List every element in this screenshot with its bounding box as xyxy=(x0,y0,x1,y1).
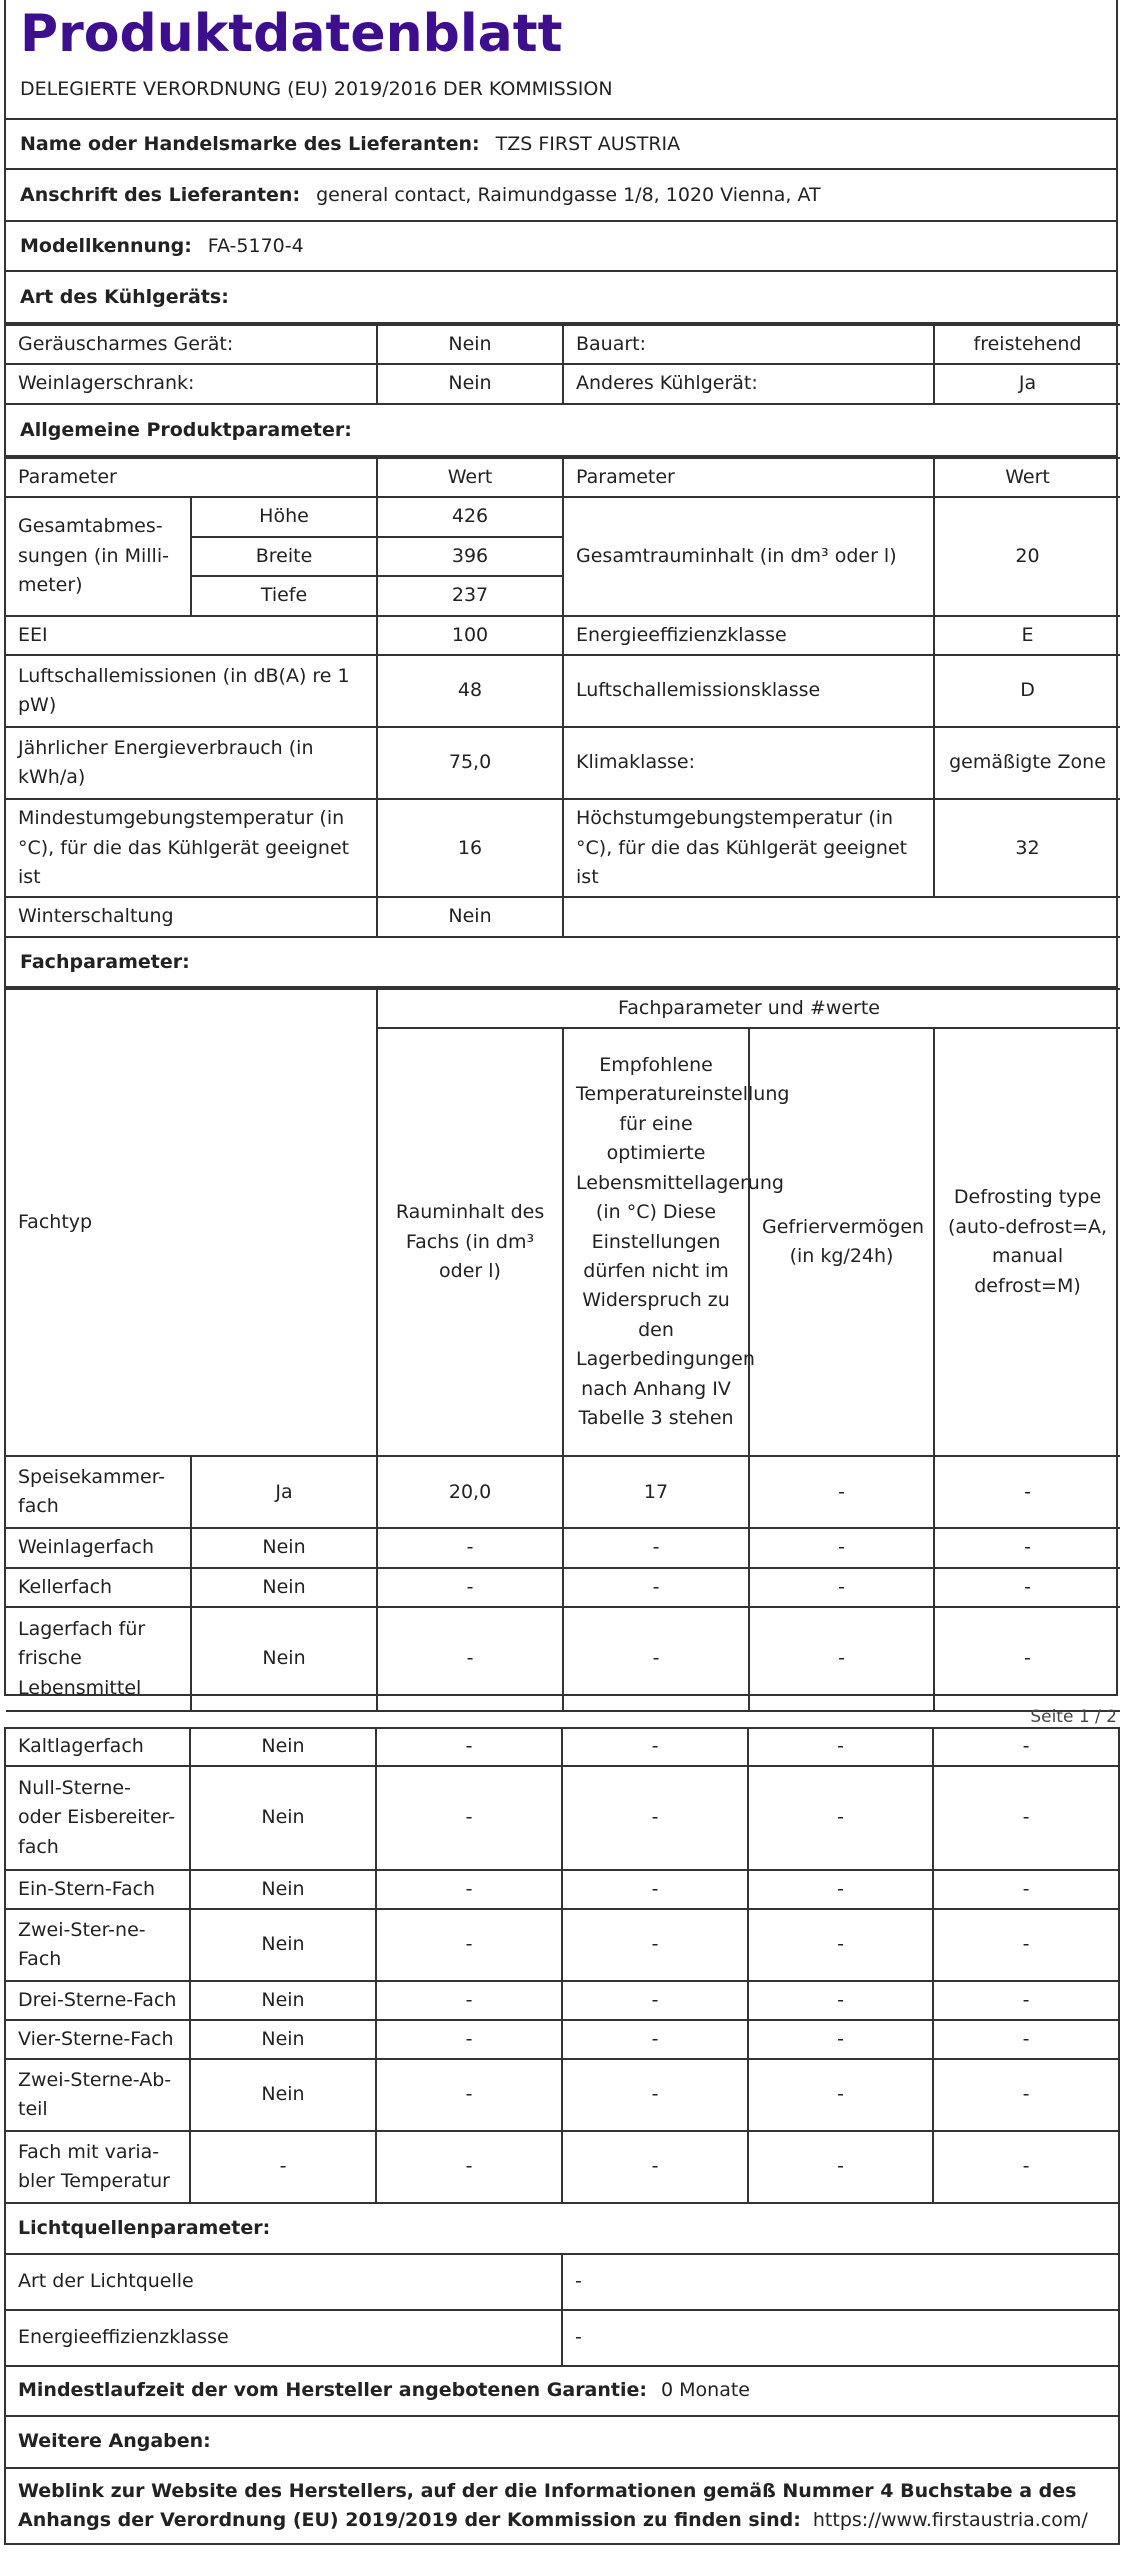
energy-class-label: Energieeffizienzklasse xyxy=(563,616,934,655)
quiet-label: Geräuscharmes Gerät: xyxy=(6,325,377,364)
type-heading: Art des Kühlgeräts: xyxy=(6,272,1116,324)
table-row: Drei-Sterne-Fach Nein - - - - xyxy=(5,1981,1119,2020)
wine-cabinet-value: Nein xyxy=(377,364,563,403)
col-parameter: Parameter xyxy=(563,458,934,497)
light-class-label: Energieeffizienzklasse xyxy=(5,2310,562,2366)
supplier-address-label: Anschrift des Lieferanten: xyxy=(20,184,301,206)
model-row xyxy=(6,222,1116,272)
max-temp-label: Höchstumgebungstemperatur (in °C), für die das Kühlgerät geeignet ist xyxy=(563,799,934,897)
weblink-value[interactable]: https://www.firstaustria.com/ xyxy=(812,2509,1088,2531)
table-row: Null-Sterne- oder Eisbereiter-fach Nein - - - - xyxy=(5,1766,1119,1870)
light-type-label: Art der Lichtquelle xyxy=(5,2254,562,2310)
table-row: Weinlagerfach Nein - - - - xyxy=(6,1528,1120,1567)
type-row xyxy=(6,325,1120,364)
light-table xyxy=(4,2204,1120,2545)
datasheet-page-2 xyxy=(4,1727,1118,2559)
page-number: Seite 1 / 2 xyxy=(1030,1707,1117,1727)
compartments-table xyxy=(6,988,1120,1712)
type-table xyxy=(6,324,1120,405)
design-value: freistehend xyxy=(934,325,1120,364)
depth-label: Tiefe xyxy=(191,576,377,615)
max-temp-value: 32 xyxy=(934,799,1120,897)
weblink-row xyxy=(5,2468,1119,2544)
col-volume: Rauminhalt des Fachs (in dm³ oder l) xyxy=(377,1028,563,1456)
regulation-subtitle: DELEGIERTE VERORDNUNG (EU) 2019/2016 DER KOMMISSION xyxy=(6,62,1116,120)
table-row: Vier-Sterne-Fach Nein - - - - xyxy=(5,2020,1119,2059)
energy-class-value: E xyxy=(934,616,1120,655)
noise-class-label: Luftschallemissionsklasse xyxy=(563,655,934,727)
winter-switch-value: Nein xyxy=(377,897,563,936)
warranty-row xyxy=(5,2366,1119,2416)
model-label: Modellkennung: xyxy=(20,235,192,257)
eei-value: 100 xyxy=(377,616,563,655)
noise-class-value: D xyxy=(934,655,1120,727)
supplier-address-row xyxy=(6,170,1116,222)
volume-value: 20 xyxy=(934,497,1120,615)
eei-label: EEI xyxy=(6,616,377,655)
dimensions-label: Gesamtabmes-sungen (in Milli-meter) xyxy=(6,497,191,615)
empty-cell xyxy=(563,897,1120,936)
height-value: 426 xyxy=(377,497,563,536)
col-value: Wert xyxy=(377,458,563,497)
col-freezing: Gefriervermögen (in kg/24h) xyxy=(749,1028,934,1456)
compartment-params-header: Fachparameter und #werte xyxy=(377,989,1120,1028)
width-value: 396 xyxy=(377,537,563,576)
climate-class-label: Klimaklasse: xyxy=(563,727,934,799)
col-temperature: Empfohlene Temperatureinstellung für eine optimierte Lebensmittellagerung (in °C) Diese Einstellungen dürfen nicht im Widerspruch zu den Lagerbedingungen nach Anhang IV Tabelle 3 stehen xyxy=(563,1028,749,1456)
light-heading: Lichtquellenparameter: xyxy=(5,2204,1119,2254)
more-info-heading: Weitere Angaben: xyxy=(5,2416,1119,2468)
compartments-heading: Fachparameter: xyxy=(6,938,1116,988)
page-title: Produktdatenblatt xyxy=(20,4,563,64)
col-defrost: Defrosting type (auto-defrost=A, manual defrost=M) xyxy=(934,1028,1120,1456)
design-label: Bauart: xyxy=(563,325,934,364)
height-label: Höhe xyxy=(191,497,377,536)
table-row: Zwei-Sterne-Ab-teil Nein - - - - xyxy=(5,2059,1119,2131)
table-row: Kaltlagerfach Nein - - - - xyxy=(5,1728,1119,1766)
other-appliance-value: Ja xyxy=(934,364,1120,403)
width-label: Breite xyxy=(191,537,377,576)
table-row: Zwei-Ster-ne-Fach Nein - - - - xyxy=(5,1909,1119,1981)
col-compartment-type: Fachtyp xyxy=(6,989,377,1456)
noise-label: Luftschallemissionen (in dB(A) re 1 pW) xyxy=(6,655,377,727)
other-appliance-label: Anderes Kühlgerät: xyxy=(563,364,934,403)
volume-label: Gesamtrauminhalt (in dm³ oder l) xyxy=(563,497,934,615)
table-row: Lagerfach für frische Lebensmittel Nein - - - - xyxy=(6,1607,1120,1711)
general-header-row xyxy=(6,458,1120,497)
general-table xyxy=(6,457,1120,938)
general-heading: Allgemeine Produktparameter: xyxy=(6,405,1116,457)
col-value: Wert xyxy=(934,458,1120,497)
depth-value: 237 xyxy=(377,576,563,615)
col-parameter: Parameter xyxy=(6,458,377,497)
wine-cabinet-label: Weinlagerschrank: xyxy=(6,364,377,403)
annual-energy-label: Jährlicher Energieverbrauch (in kWh/a) xyxy=(6,727,377,799)
supplier-name-label: Name oder Handelsmarke des Lieferanten: xyxy=(20,133,480,155)
table-row: Ein-Stern-Fach Nein - - - - xyxy=(5,1870,1119,1909)
model-value: FA-5170-4 xyxy=(207,235,304,257)
compartments-table-continued xyxy=(4,1727,1120,2204)
min-temp-label: Mindestumgebungstemperatur (in °C), für die das Kühlgerät geeignet ist xyxy=(6,799,377,897)
warranty-label: Mindestlaufzeit der vom Hersteller angebotenen Garantie: xyxy=(18,2379,647,2402)
table-row: Fach mit varia-bler Temperatur - - - - - xyxy=(5,2131,1119,2203)
datasheet-page-1 xyxy=(4,0,1118,1699)
noise-value: 48 xyxy=(377,655,563,727)
annual-energy-value: 75,0 xyxy=(377,727,563,799)
weblink-label: Weblink zur Website des Herstellers, auf der die Informationen gemäß Nummer 4 Buchstabe a des Anhangs der Verordnung (EU) 2019/2019 der Kommission zu finden sind: xyxy=(18,2479,1077,2531)
supplier-name-row xyxy=(6,120,1116,170)
light-class-value: - xyxy=(562,2310,1119,2366)
climate-class-value: gemäßigte Zone xyxy=(934,727,1120,799)
winter-switch-label: Winterschaltung xyxy=(6,897,377,936)
min-temp-value: 16 xyxy=(377,799,563,897)
type-row xyxy=(6,364,1120,403)
table-row: Speisekammer-fach Ja 20,0 17 - - xyxy=(6,1456,1120,1528)
supplier-address-value: general contact, Raimundgasse 1/8, 1020 Vienna, AT xyxy=(316,184,821,206)
supplier-name-value: TZS FIRST AUSTRIA xyxy=(495,133,681,155)
warranty-value: 0 Monate xyxy=(661,2379,750,2402)
light-type-value: - xyxy=(562,2254,1119,2310)
table-row: Kellerfach Nein - - - - xyxy=(6,1568,1120,1607)
quiet-value: Nein xyxy=(377,325,563,364)
